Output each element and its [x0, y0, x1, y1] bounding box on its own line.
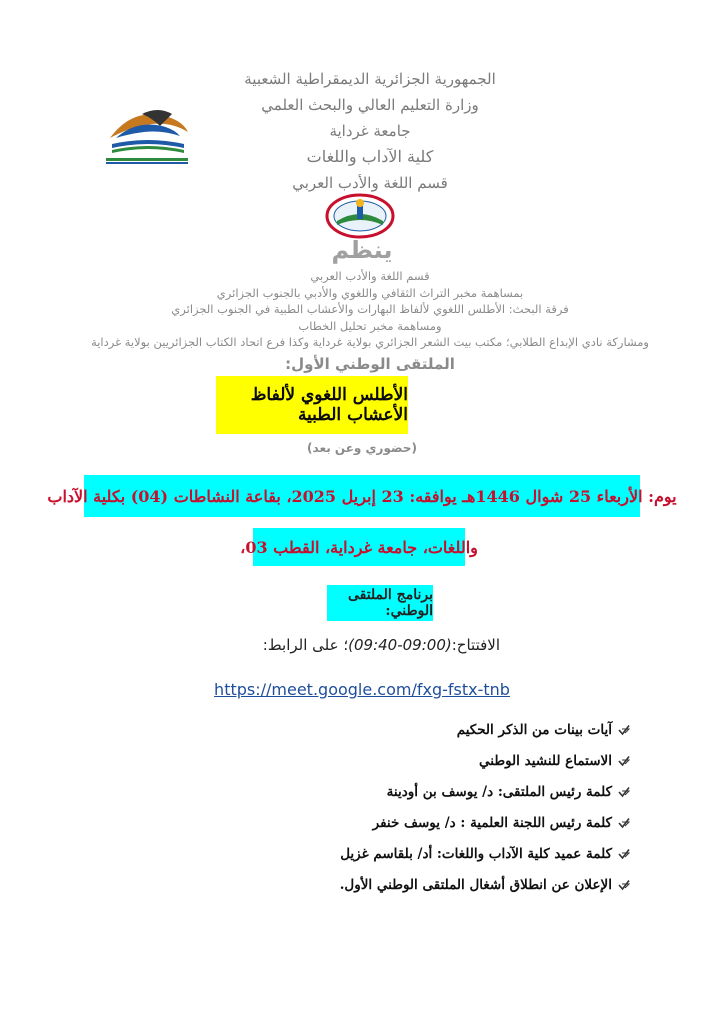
- agenda-item-label: آيات بينات من الذكر الحكيم: [456, 721, 612, 738]
- conference-title: الأطلس اللغوي لألفاظ الأعشاب الطبية: [250, 385, 408, 425]
- agenda-item-label: كلمة عميد كلية الآداب واللغات: أد/ بلقاسم غزيل: [340, 845, 612, 862]
- opening-suffix: ؛ على الرابط:: [262, 636, 349, 654]
- opening-line: [200, 636, 500, 654]
- agenda-item: [330, 807, 630, 838]
- date-line-2: واللغات، جامعة غرداية، القطب 03،: [240, 537, 478, 557]
- meeting-link[interactable]: https://meet.google.com/fxg-fstx-tnb: [214, 680, 510, 699]
- attendance-mode: (حضوري وعن بعد): [307, 441, 417, 455]
- agenda-item-label: كلمة رئيس اللجنة العلمية : د/ يوسف خنفر: [372, 814, 612, 831]
- check-arrow-icon: [618, 724, 630, 736]
- header-republic: الجمهورية الجزائرية الديمقراطية الشعبية: [244, 70, 496, 88]
- opening-label: الافتتاح:: [451, 636, 500, 654]
- header-faculty: كلية الآداب واللغات: [306, 147, 434, 166]
- date-band-continued: [240, 528, 478, 566]
- program-title: برنامج الملتقى الوطني:: [347, 587, 433, 619]
- agenda-item: [330, 776, 630, 807]
- conference-title-box: [216, 376, 408, 434]
- opening-time: (09:00-09:40): [348, 636, 452, 654]
- faculty-logo: [102, 108, 192, 166]
- check-arrow-icon: [618, 817, 630, 829]
- agenda-item: [330, 714, 630, 745]
- organizers-block: [70, 268, 670, 351]
- check-arrow-icon: [618, 755, 630, 767]
- organizer-line: قسم اللغة والأدب العربي: [310, 269, 430, 283]
- organizer-line: فرقة البحث: الأطلس اللغوي لألفاظ البهارات والأعشاب الطبية في الجنوب الجزائري: [171, 302, 569, 316]
- institution-header: [200, 66, 540, 196]
- agenda-item-label: كلمة رئيس الملتقى: د/ يوسف بن أودينة: [386, 783, 612, 800]
- date-band: [47, 475, 677, 517]
- check-arrow-icon: [618, 879, 630, 891]
- organizer-line: ومساهمة مخبر تحليل الخطاب: [298, 318, 442, 333]
- agenda-item: [330, 745, 630, 776]
- agenda-item-label: الاستماع للنشيد الوطني: [479, 752, 612, 769]
- header-department: قسم اللغة والأدب العربي: [292, 174, 448, 192]
- header-university: جامعة غرداية: [329, 122, 411, 140]
- organizes-heading: ينظم: [331, 236, 393, 264]
- agenda-list: [330, 714, 630, 900]
- agenda-item-label: الإعلان عن انطلاق أشغال الملتقى الوطني الأول.: [339, 876, 612, 893]
- conference-label: الملتقى الوطني الأول:: [285, 355, 455, 373]
- agenda-item: [330, 838, 630, 869]
- date-line-1: يوم: الأربعاء 25 شوال 1446هـ يوافقه: 23 إبريل 2025، بقاعة النشاطات (04) بكلية الآداب: [47, 486, 677, 506]
- university-emblem: [325, 193, 395, 239]
- program-title-box: [327, 585, 433, 621]
- organizer-line: بمساهمة مخبر التراث الثقافي واللغوي والأدبي بالجنوب الجزائري: [216, 285, 524, 300]
- organizer-line: ومشاركة نادي الإبداع الطلابي؛ مكتب بيت الشعر الجزائري بولاية غرداية وكذا فرع اتحاد الكتاب الجزائريين بولاية غرداية: [91, 335, 649, 349]
- check-arrow-icon: [618, 848, 630, 860]
- check-arrow-icon: [618, 786, 630, 798]
- agenda-item: [330, 869, 630, 900]
- header-ministry: وزارة التعليم العالي والبحث العلمي: [261, 96, 479, 114]
